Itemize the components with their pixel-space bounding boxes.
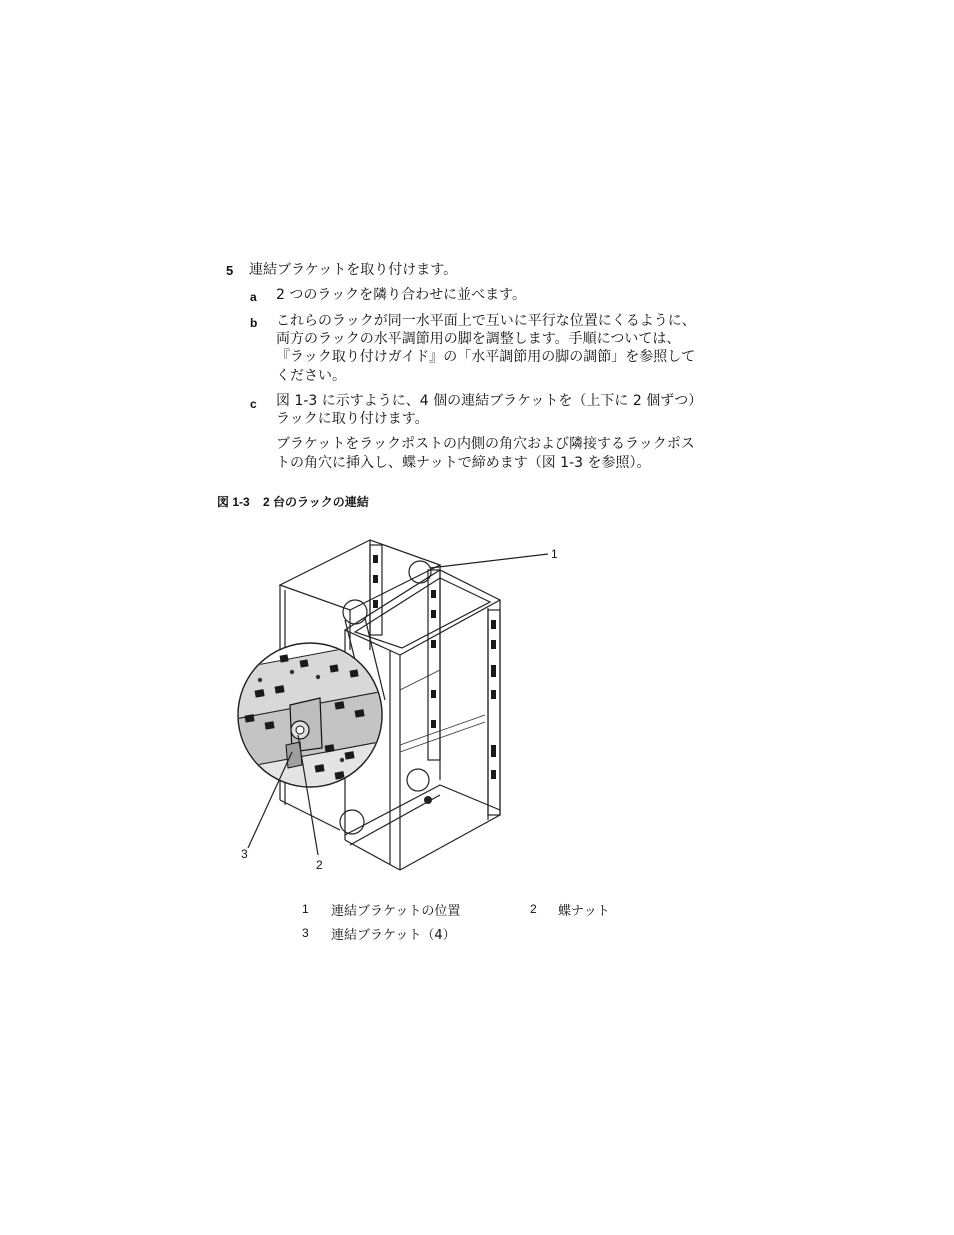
back-rack-top-frame: [280, 540, 440, 610]
legend-text-2: 蝶ナット: [558, 904, 610, 919]
figure-label: 図 1-3: [217, 495, 250, 509]
substep-a-line-1: 2 つのラックを隣り合わせに並べます。: [276, 287, 526, 303]
bracket-location-bottom-rear: [407, 769, 429, 791]
legend-num-3: 3: [302, 926, 309, 940]
substep-label-c: c: [250, 397, 257, 411]
callout-1: 1: [551, 547, 558, 561]
step-number: 5: [226, 263, 234, 278]
substep-b-line-2: 両方のラックの水平調節用の脚を調整します。手順については、: [276, 331, 681, 347]
callout-2: 2: [316, 858, 323, 872]
legend-num-2: 2: [530, 902, 537, 916]
substep-label-b: b: [250, 316, 258, 330]
substep-label-a: a: [250, 290, 257, 304]
legend-text-1: 連結ブラケットの位置: [331, 904, 461, 919]
step-text: 連結ブラケットを取り付けます。: [249, 262, 458, 278]
bracket-location-bottom-front: [340, 810, 364, 834]
legend-num-1: 1: [302, 902, 309, 916]
substep-b-line-4: ください。: [276, 368, 346, 384]
substep-b-line-3: 『ラック取り付けガイド』の「水平調節用の脚の調節」を参照して: [276, 349, 696, 365]
substep-c-line-2: ラックに取り付けます。: [276, 411, 429, 427]
note-line-2: トの角穴に挿入し、蝶ナットで締めます（図 1-3 を参照）。: [276, 455, 651, 471]
note-line-1: ブラケットをラックポストの内側の角穴および隣接するラックポス: [276, 436, 695, 452]
callout-3: 3: [241, 847, 248, 861]
substep-c-line-1: 図 1-3 に示すように、4 個の連結ブラケットを（上下に 2 個ずつ）: [276, 393, 703, 409]
rack-illustration: [225, 525, 565, 885]
bracket-location-top-front: [343, 600, 367, 624]
legend-text-3: 連結ブラケット（4）: [331, 928, 456, 943]
substep-b-line-1: これらのラックが同一水平面上で互いに平行な位置にくるように、: [276, 313, 696, 329]
figure-title: 2 台のラックの連結: [263, 495, 369, 509]
